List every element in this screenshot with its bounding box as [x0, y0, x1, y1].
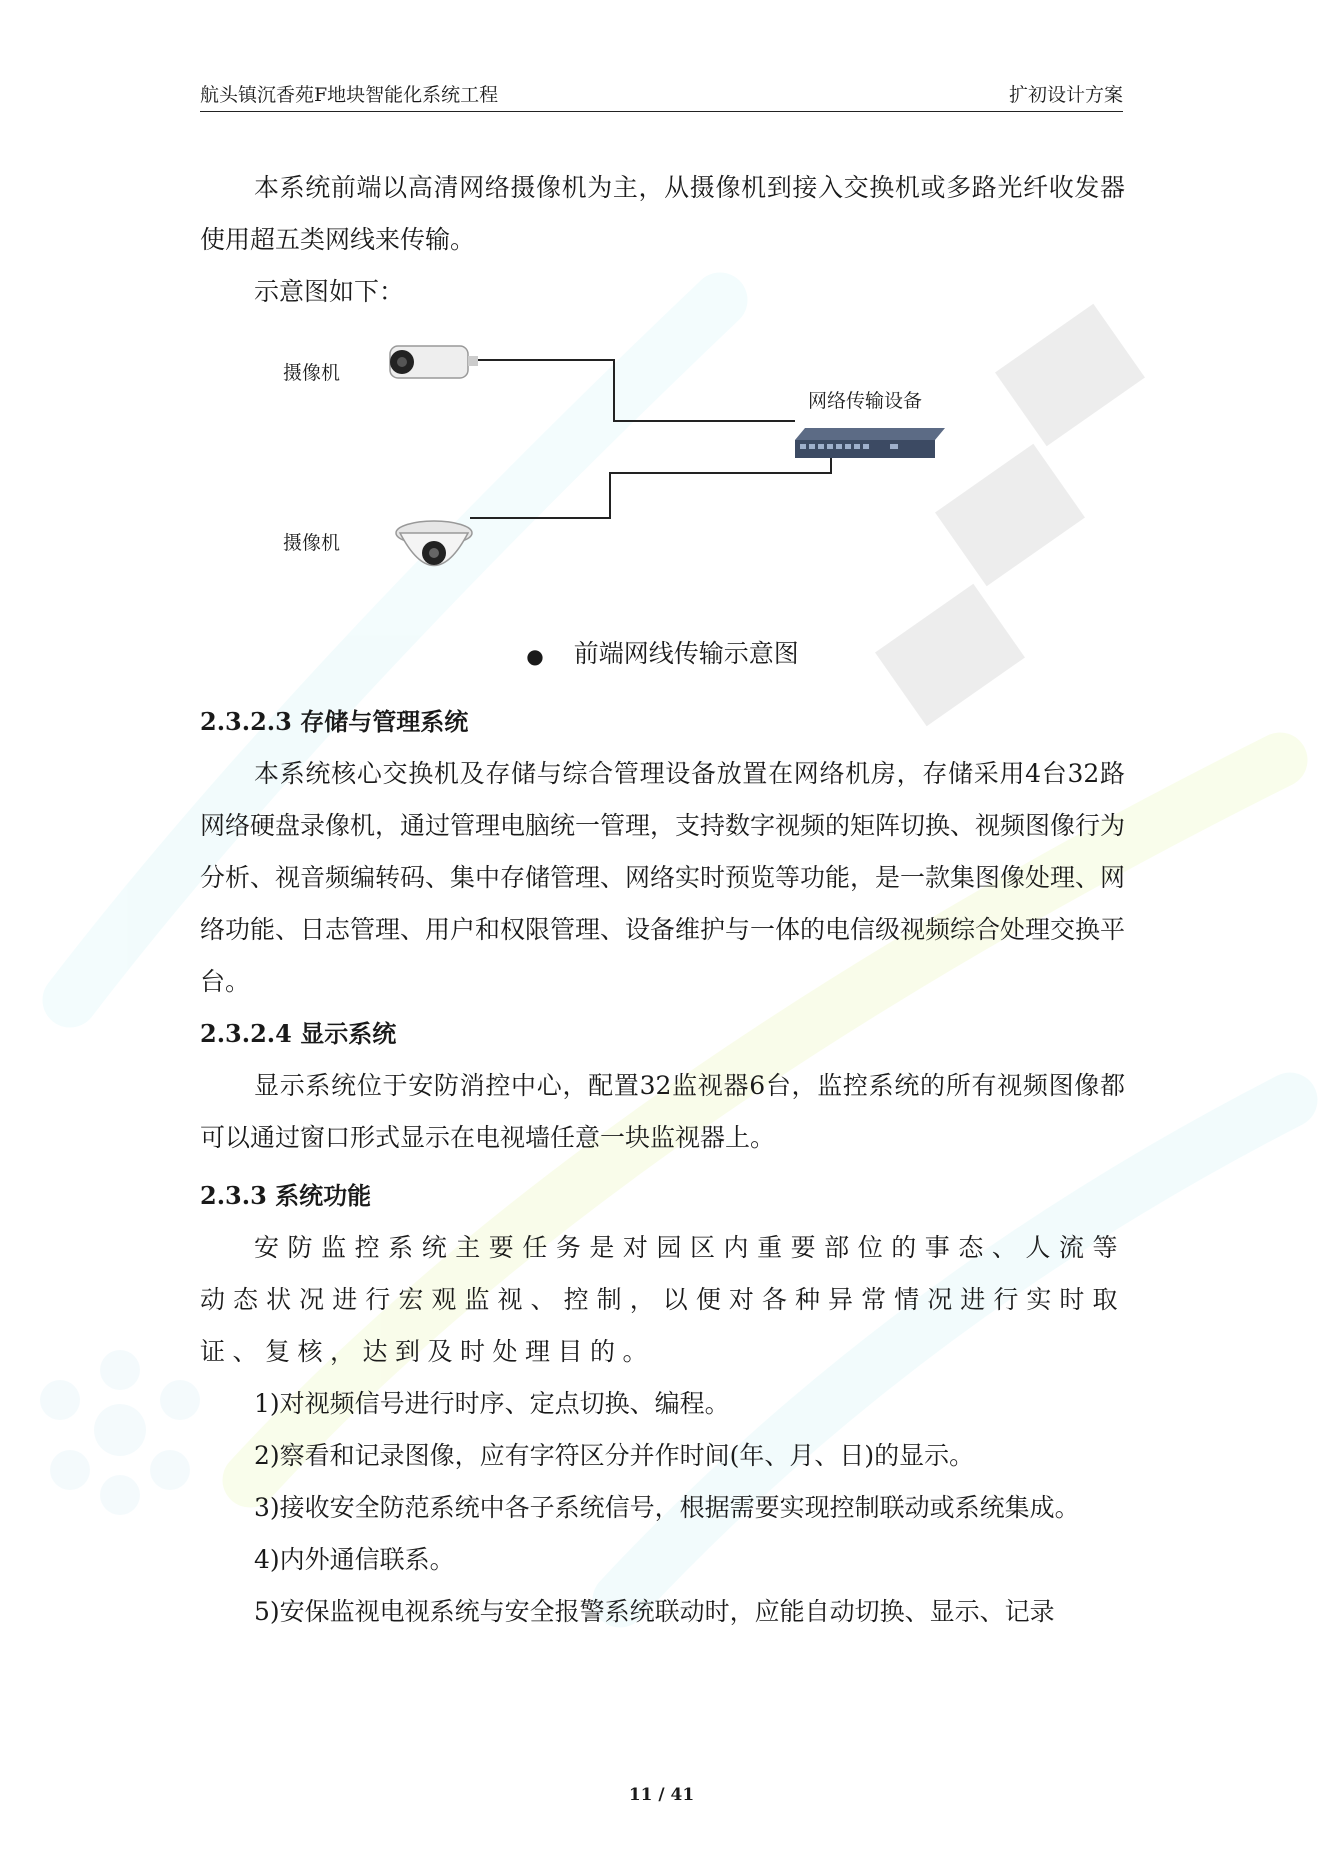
camera-1-label: 摄像机 [283, 362, 341, 384]
storage-paragraph: 本系统核心交换机及存储与综合管理设备放置在网络机房，存储采用4台32路网络硬盘录像机，通过管理电脑统一管理，支持数字视频的矩阵切换、视频图像行为分析、视音频编转码、集中存储管理、网络实时预览等功能，是一款集图像处理、网络功能、日志管理、用户和权限管理、设备维护与一体的电信级视频综合处理交换平台。 [200, 758, 1126, 996]
network-diagram [200, 328, 1125, 628]
section-heading-display: 2.3.2.4 显示系统 [200, 1018, 397, 1048]
device-label: 网络传输设备 [808, 390, 923, 412]
page-number: 11 / 41 [628, 1785, 695, 1805]
function-item: 3)接收安全防范系统中各子系统信号，根据需要实现控制联动或系统集成。 [254, 1492, 1080, 1522]
figure-caption: ● 前端网线传输示意图 [200, 628, 1125, 682]
display-paragraph: 显示系统位于安防消控中心，配置32监视器6台，监控系统的所有视频图像都可以通过窗口形式显示在电视墙任意一块监视器上。 [200, 1070, 1125, 1152]
page-content [200, 162, 1125, 1638]
header-doc-type: 扩初设计方案 [1008, 84, 1123, 106]
diagram-intro: 示意图如下： [254, 277, 405, 306]
camera-2-label: 摄像机 [283, 532, 341, 554]
dome-camera-icon [396, 521, 472, 566]
bullet-icon: ● [526, 643, 544, 668]
functions-paragraph: 安防监控系统主要任务是对园区内重要部位的事态、人流等动态状况进行宏观监视、控制，以便对各种异常情况进行实时取证、复核，达到及时处理目的。 [200, 1232, 1125, 1366]
header-divider [200, 111, 1123, 112]
section-heading-functions: 2.3.3 系统功能 [200, 1180, 372, 1210]
network-switch-icon [795, 428, 945, 458]
bullet-camera-icon [390, 346, 478, 378]
intro-paragraph: 本系统前端以高清网络摄像机为主，从摄像机到接入交换机或多路光纤收发器使用超五类网线来传输。 [200, 173, 1125, 254]
function-item: 1)对视频信号进行时序、定点切换、编程。 [254, 1388, 730, 1418]
function-item: 5)安保监视电视系统与安全报警系统联动时，应能自动切换、显示、记录 [254, 1596, 1055, 1626]
function-item: 2)察看和记录图像，应有字符区分并作时间(年、月、日)的显示。 [254, 1440, 975, 1470]
section-heading-storage: 2.3.2.3 存储与管理系统 [200, 706, 469, 736]
function-item: 4)内外通信联系。 [254, 1544, 455, 1574]
header-title: 航头镇沉香苑F地块智能化系统工程 [200, 84, 499, 106]
